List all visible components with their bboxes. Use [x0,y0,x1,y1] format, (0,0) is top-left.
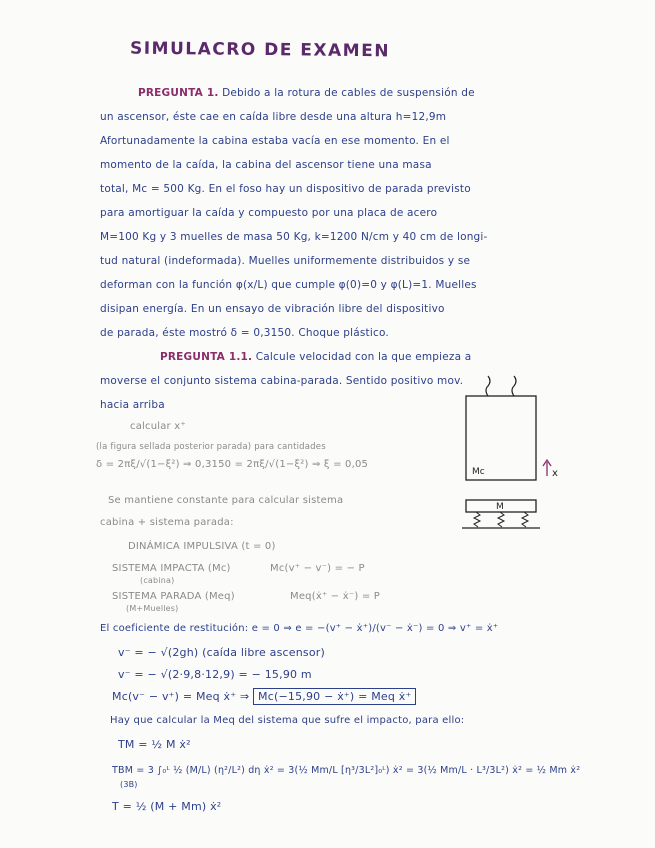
problem-line-1: un ascensor, éste cae en caída libre desde una altura h=12,9m [100,111,447,123]
restitution-line: El coeficiente de restitución: e = 0 ⇒ e = −(v⁺ − ẋ⁺)/(v⁻ − ẋ⁻) = 0 ⇒ v⁺ = ẋ⁺ [100,623,499,634]
impact-label: SISTEMA IMPACTA (Mc) [112,563,231,574]
tm-equation: TM = ½ M ẋ² [118,738,191,751]
x-axis-label: x [552,468,558,479]
stop-equation: Meq(ẋ⁺ − ẋ⁻) = P [290,591,381,602]
pencil-note: (la figura sellada posterior parada) para cantidades [96,442,326,452]
total-energy-equation: T = ½ (M + Mm) ẋ² [112,800,222,813]
problem-line-2: Afortunadamente la cabina estaba vacía en ese momento. En el [100,135,450,147]
vminus-line-1: v⁻ = − √(2gh) (caída libre ascensor) [118,646,326,659]
momentum-boxed-result: Mc(−15,90 − ẋ⁺) = Meq ẋ⁺ [253,688,416,705]
subquestion-line-1: moverse el conjunto sistema cabina-parada. Sentido positivo mov. [100,375,464,387]
problem-line-6: M=100 Kg y 3 muelles de masa 50 Kg, k=1200 N/cm y 40 cm de longi- [100,231,488,243]
tbm-sub: (3B) [120,780,138,789]
problem-line-5: para amortiguar la caída y compuesto por una placa de acero [100,207,438,219]
spring-1 [474,512,480,527]
page-title: SIMULACRO DE EXAMEN [129,38,391,62]
spring-3 [522,512,528,527]
problem-line-0: PREGUNTA 1. Debido a la rotura de cables de suspensión de [138,87,475,99]
subquestion-line-2: hacia arriba [100,399,165,411]
problem-line-3: momento de la caída, la cabina del ascensor tiene una masa [100,159,432,171]
problem-line-10: de parada, éste mostró δ = 0,3150. Choque plástico. [100,327,389,339]
plate-mass-label: M [496,502,504,512]
impact-sub: (cabina) [140,576,175,585]
calc-label: calcular x⁺ [130,421,186,432]
subquestion-label: PREGUNTA 1.1. [160,351,253,363]
problem-line-9: disipan energía. En un ensayo de vibración libre del dispositivo [100,303,445,315]
meq-line: Hay que calcular la Meq del sistema que sufre el impacto, para ello: [110,715,465,726]
momentum-line: Mc(v⁻ − v⁺) = Meq ẋ⁺ ⇒ Mc(−15,90 − ẋ⁺) = Meq ẋ⁺ [112,690,572,704]
problem-line-7: tud natural (indeformada). Muelles uniformemente distribuidos y se [100,255,471,267]
vminus-line-2: v⁻ = − √(2·9,8·12,9) = − 15,90 m [118,668,312,681]
stop-sub: (M+Muelles) [126,604,179,613]
problem-line-8: deforman con la función φ(x/L) que cumple φ(0)=0 y φ(L)=1. Muelles [100,279,477,291]
subquestion-line-0: PREGUNTA 1.1. Calcule velocidad con la que empieza a [160,351,472,363]
broken-cable-right [512,376,516,396]
cabin-mass-label: Mc [472,467,485,477]
impact-equation: Mc(v⁺ − v⁻) = − P [270,563,365,574]
problem-line-4: total, Mc = 500 Kg. En el foso hay un dispositivo de parada previsto [100,183,471,195]
stop-label: SISTEMA PARADA (Meq) [112,591,235,602]
tbm-equation: TBM = 3 ∫₀ᴸ ½ (M/L) (η²/L²) dη ẋ² = 3(½ Mm/L [η³/3L²]₀ᴸ) ẋ² = 3(½ Mm/L · L³/3L²) ẋ² = ½ Mm ẋ² [112,765,581,776]
work-line-2: cabina + sistema parada: [100,517,234,528]
delta-equation: δ = 2πξ/√(1−ξ²) ⇒ 0,3150 = 2πξ/√(1−ξ²) ⇒ ξ = 0,05 [96,459,369,470]
problem-label: PREGUNTA 1. [138,87,219,99]
broken-cable-left [486,376,490,396]
work-line-1: Se mantiene constante para calcular sistema [108,495,344,506]
dynamics-label: DINÁMICA IMPULSIVA (t = 0) [128,541,276,552]
spring-2 [498,512,504,527]
